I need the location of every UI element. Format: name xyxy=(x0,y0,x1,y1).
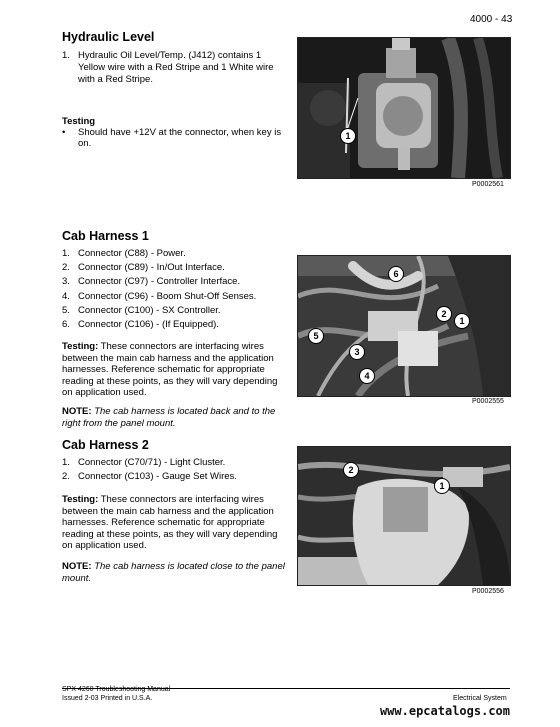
photo-caption: P0002556 xyxy=(472,588,504,595)
callout-6: 6 xyxy=(388,266,404,282)
callout-2: 2 xyxy=(343,462,359,478)
callout-1: 1 xyxy=(454,313,470,329)
photo-caption: P0002555 xyxy=(472,398,504,405)
hydraulic-sensor-photo xyxy=(297,37,511,179)
cab-harness-1-photo xyxy=(297,255,511,397)
section-title-cab-harness-2: Cab Harness 2 xyxy=(62,438,149,452)
testing-block xyxy=(62,116,292,149)
list-item: 6. Connector (C106) - (If Equipped). xyxy=(62,318,219,330)
list-item: 1. Connector (C88) - Power. xyxy=(62,248,186,259)
hydraulic-sensor-image xyxy=(298,38,510,178)
bullet-mark: • xyxy=(62,127,66,138)
section-title-cab-harness-1: Cab Harness 1 xyxy=(62,229,149,243)
testing-paragraph: Testing: These connectors are interfacing wires between the main cab harness and the application harnesses. Reference schematic for appropriate reading at these points, as they will vary depending on application used. xyxy=(62,341,278,398)
section-title-hydraulic-level: Hydraulic Level xyxy=(62,30,155,44)
list-item: 3. Connector (C97) - Controller Interface. xyxy=(62,276,241,288)
hydraulic-level-list xyxy=(62,50,290,88)
page-number: 4000 - 43 xyxy=(470,14,513,25)
cab-harness-2-list xyxy=(62,457,290,485)
footer-system: Electrical System xyxy=(453,695,507,702)
cab-harness-1-list xyxy=(62,248,290,333)
list-item: 1. Connector (C70/71) - Light Cluster. xyxy=(62,457,226,468)
list-item: 2. Connector (C89) - In/Out Interface. xyxy=(62,262,225,274)
photo-caption: P0002561 xyxy=(472,181,504,188)
list-item: 4. Connector (C96) - Boom Shut-Off Senses. xyxy=(62,290,257,302)
testing-paragraph: Testing: These connectors are interfacing wires between the main cab harness and the application harnesses. Reference schematic for appropriate reading at these points, as they will vary depending on application used. xyxy=(62,494,278,551)
testing-heading: Testing xyxy=(62,116,96,127)
cab-harness-2-photo xyxy=(297,446,511,586)
note: NOTE: The cab harness is located back and to the right from the panel mount. xyxy=(62,406,276,429)
list-item: 1. Hydraulic Oil Level/Temp. (J412) contains 1 Yellow wire with a Red Stripe and 1 White wire with a Red Stripe. xyxy=(62,50,274,85)
callout-1: 1 xyxy=(340,128,356,144)
testing-bullet: • Should have +12V at the connector, when key is on. xyxy=(62,127,282,149)
callout-3: 3 xyxy=(349,344,365,360)
callout-5: 5 xyxy=(308,328,324,344)
cab-harness-2-image xyxy=(298,447,510,585)
list-item: 5. Connector (C100) - SX Controller. xyxy=(62,304,221,316)
footer-manual: SPX 4260 Troubleshooting Manual Issued 2-03 Printed in U.S.A. xyxy=(62,686,171,702)
callout-2: 2 xyxy=(436,306,452,322)
list-item: 2. Connector (C103) - Gauge Set Wires. xyxy=(62,471,237,483)
watermark: www.epcatalogs.com xyxy=(379,704,510,718)
callout-1: 1 xyxy=(434,478,450,494)
cab-harness-1-image xyxy=(298,256,510,396)
callout-4: 4 xyxy=(359,368,375,384)
note: NOTE: The cab harness is located close to the panel mount. xyxy=(62,561,285,584)
